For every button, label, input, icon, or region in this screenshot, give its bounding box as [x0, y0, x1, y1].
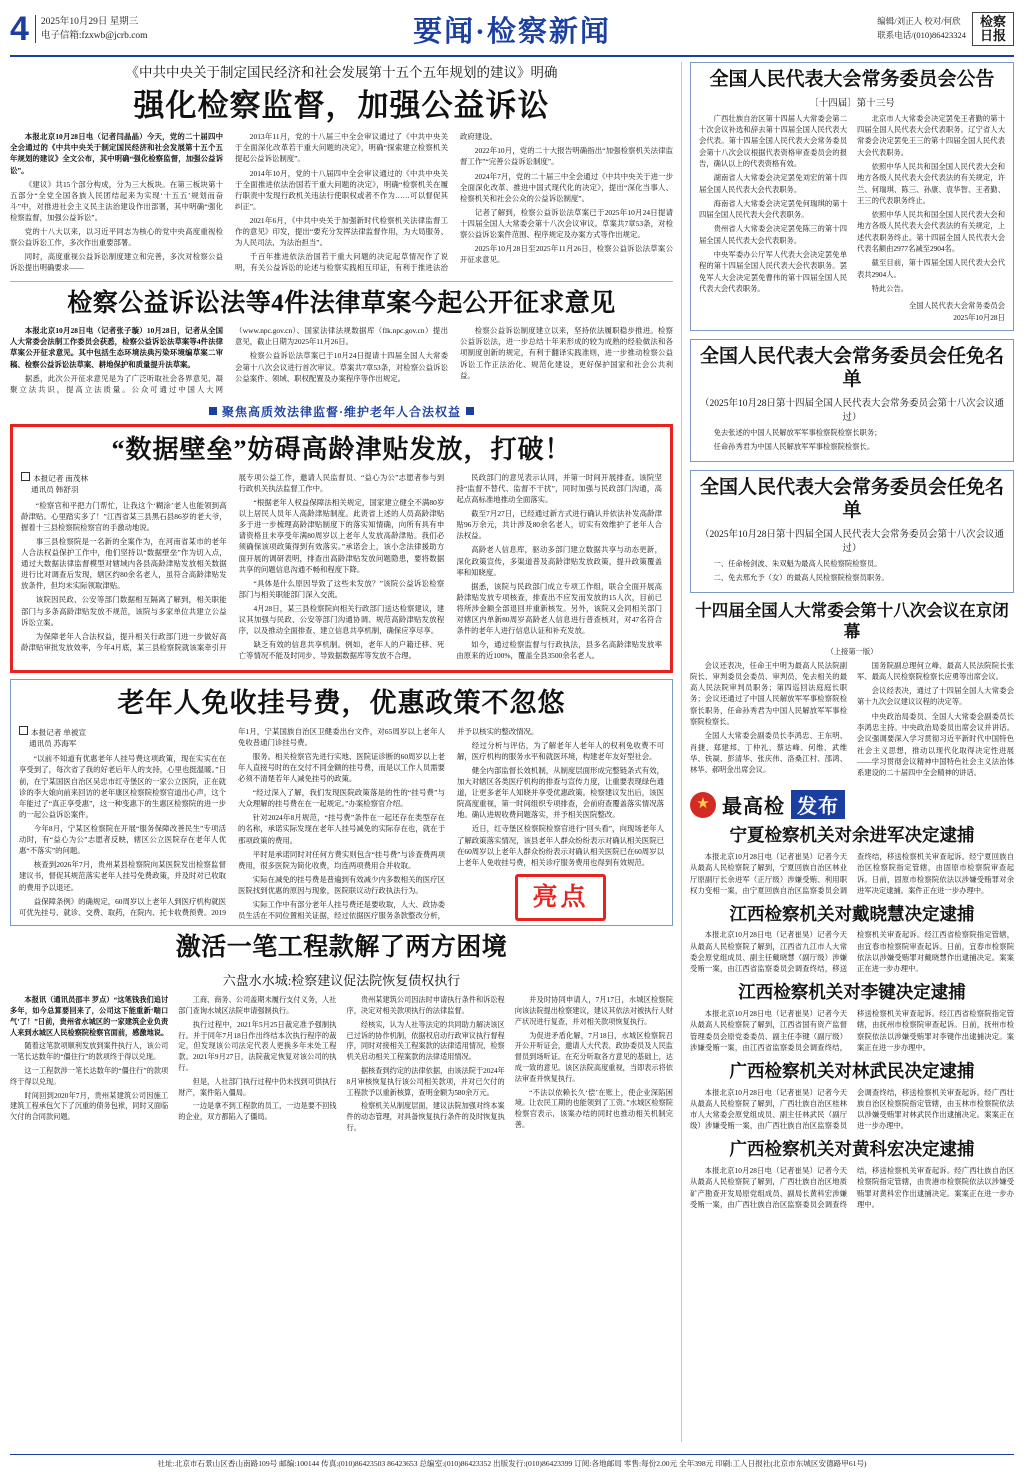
left-column [10, 62, 682, 1442]
paragraph: 据核查到约定的法律依据，由该法院于2024年8月审核恢复执行该公司相关款项，并对已欠付的工程款予以重新核算，查明金额为580余万元。 [346, 1066, 505, 1097]
paragraph: 特此公告。 [871, 283, 909, 293]
article4-byline [19, 726, 226, 750]
paragraph: 经过分析与评估，为了解老年人老年人的权利免收费不可解，医疗机构的服务水平和就医环境，构建老年友好型社会。 [457, 740, 664, 761]
notice-appointment-list-2 [690, 470, 1014, 593]
paragraph: 本报北京10月28日电（记者张子璇）10月28日，记者从全国人大常委会法制工作委员会获悉，检察公益诉讼法草案等4件法律草案公开征求意见。其中包括生态环境法典污染环境编草案二审稿、检察公益诉讼法草案、耕地保护和质量提升法草案。 [10, 326, 223, 369]
right-column [682, 62, 1014, 1442]
paragraph: 如今，通过检察监督与行政执法，县多名高龄津贴发放率由原来的近100%，覆盖全县3500余名老人。 [456, 640, 662, 661]
paragraph: 本报北京10月28日电（记者崔昊）记者今天从最高人民检察院了解到，宁夏回族自治区林业厅原副厅长余进军（正厅级）涉嫌受贿、利用职权力变相一案，由宁夏回族自治区监察委员会调查终结，移送检察机关审查起诉。经宁夏回族自治区检察院指定管辖，由固原市检察院审查起诉。日前，固原市检察院依法以涉嫌受贿罪对余进军决定逮捕。案件正在进一步办理中。 [690, 851, 1014, 895]
paragraph: 据悉，此次公开征求意见是为了广泛听取社会各界意见、凝聚立法共识，提高立法质量。公众可通过中国人大网（www.npc.gov.cn）、国家法律法规数据库（flk.npc.gov.cn）提出意见，截止日期为2025年11月26日。 [10, 326, 448, 394]
paragraph: 该院因民政、公安等部门数据相互隔离了解到，相关职能部门与多条高龄津贴发放不规范，该院与多家单位共建立公益诉讼立案。 [21, 595, 227, 627]
paragraph: 针对2024年8月规范，“挂号费”条件在一起还存在类型存在的名称，承诺实际发现在老年人挂号减免的实际存在也，就在于那项政策的费用。 [238, 813, 445, 845]
paragraph: 截至目前，第十四届全国人民代表大会代表共2904人。 [857, 258, 1005, 279]
paragraph: 本报北京10月28日电（记者崔昊）记者今天从最高人民检察院了解到，江西省九江市人大常委会原党组成员、副主任戴晓慧（副厅级）涉嫌受贿一案，由江西省监察委员会调查终结，移送检察机关审查起诉。经江西省检察院指定管辖，由宜春市检察院审查起诉。日前，宜春市检察院依法以涉嫌受贿罪对戴晓慧作出逮捕决定。案案正在进一步办理中。 [690, 930, 1014, 974]
paragraph: “以前不知道有优惠老年人挂号费这项政策，现在实实在在享受到了，每次省了我的好老后年人的支持，心里也挺温暖。”日前，在宁某国医自治区吴忠市红寺堡区的一家公立医院，正在就诊的李大娘向前来回访的老年康区检察院检察官道出心声，这个年能过了“真正享受惠”，这一种变惠下的生惠区检察院的进一步的一起公益诉讼案件。 [19, 754, 226, 819]
paragraph: 任命孙秀君为中国人民解放军军事检察院检察长。 [713, 441, 875, 451]
paragraph: 一边是拿不到工程款的员工，一边是要不回钱的企业，双方都陷入了僵局。 [178, 1102, 337, 1122]
paragraph: 2021年6月，《中共中央关于加强新时代检察机关法律监督工作的意见》印发，提出“要充分发挥法律监督作用，为大局服务、为人民司法、为法治担当”。 [235, 215, 448, 248]
paragraph: 这一工程款涉一笔长达数年的“僵住行”的款项终于得以兑现。 [10, 1066, 169, 1086]
paragraph: 二、免去邢允予（女）的最高人民检察院检察员职务。 [713, 573, 889, 583]
article-free-registration-fee [10, 679, 673, 927]
notice2-body [699, 427, 1005, 453]
masthead-left [10, 6, 260, 52]
paragraph: “检察官和平把力门帮忙，让我这个‘糊涂’老人也能领到高龄津贴。心里踏实多了！”江西省某三县黑石县86岁的老大爷，握着十三县检察院检察官的手激动地说。 [21, 500, 227, 532]
news-body [690, 1165, 1014, 1212]
notice2-title: 全国人民代表大会常务委员会任免名单 [699, 345, 1004, 390]
byline-reporter: 本报记者 南茂林 [33, 473, 89, 483]
notice-npc-announcement [690, 62, 1014, 331]
paragraph: 实际工作中有部分老年人挂号费还是要收取，人大、政协委员生活在不同位置相关证据，经过依据医疗服务条款整改分析，并予以核实的整改情况。 [238, 726, 539, 921]
paragraph: 为促进矛盾化解，7月18日，水城区检察院召开公开听证会，邀请人大代表、政协委员及人民监督员到场听证。在充分听取各方意见的基础上，达成一致的意见。该区法院高度重视，当即表示将依法审查并恢复执行。 [514, 1031, 673, 1083]
paragraph: 海南省人大常委会决定罢免何瑞琪的第十四届全国人民代表大会代表职务。 [699, 198, 847, 220]
paragraph: 北京市人大常委会决定罢免王者勤的第十四届全国人民代表大会代表职务。辽宁省人大常委会决定罢免王三的第十四届全国人民代表大会代表职务。 [857, 113, 1005, 157]
paragraph: 依照中华人民共和国全国人民代表大会和地方各级人民代表大会代表法的有关规定，许兰、何瑞琪、陈三、孙康、袁华智、王者勤、王三的代表职务终止。 [857, 161, 1005, 205]
paragraph: 记者了解到，检察公益诉讼法草案已于2025年10月24日提请十四届全国人大常委会第十八次会议审议。草案共7章53条，对检察公益诉讼案件范围、程序规定及办案方式等作出规定。 [460, 207, 673, 240]
masthead-right [764, 6, 1014, 52]
page-body [10, 62, 1014, 1442]
notice-appointment-list-1 [690, 339, 1014, 462]
notice2-sub: （2025年10月28日第十四届全国人民代表大会常务委员会第十八次会议通过） [699, 398, 1004, 423]
paragraph: “经过深入了解，我们发现医院政策落是的性的“挂号费”与大众理解的挂号费在在一起规定。”办案检察官介绍。 [238, 788, 445, 809]
paragraph: 检察公益诉讼制度建立以来，坚持依法履职稳步推进。检察公益诉讼法，进一步总结十年来形成的较为成熟的经验做法和各项制度创新的规定，有利于翻译实践准则，进一步推动检察公益诉讼工作正法治化、规范化建设，更好保护国家和社会公共利益。 [460, 326, 673, 380]
session-note: （上接第一版） [826, 646, 878, 656]
news-body [690, 1087, 1014, 1134]
paragraph: “不法以依赖长久‘偿’在账上，使企业深陷困境。让农民工期的也能领到了工资。”水城区检察院检察官表示，该案办结的同时也推动相关机制完善。 [514, 1088, 673, 1129]
paragraph: 服务。相关检察官先进行实地、医院证诊断的60周岁以上老年人直接号时的在交付不同金额的挂号费，而是以工作人员需要必须不清楚若年人减免挂号的政策。 [238, 751, 445, 784]
session-body [690, 660, 1014, 780]
paragraph: 执行过程中，2021年5月25日裁定准予强制执行。并于同年7月18日作出终结本次执行程序的裁定，但发现该公司法定代表人更换多年未处工程款。2021年9月27日，法院裁定恢复对该公司的执行。 [178, 1020, 337, 1072]
notice1-signature [699, 300, 1005, 324]
paragraph: 工商、商务、公司盖期未履行支付义务，人社部门查询水城区法院申请强制执行。 [178, 996, 337, 1015]
release-badge: 发布 [791, 790, 845, 819]
paragraph: 但是，人社部门执行过程中仍未找到可供执行财产，案件陷入僵局。 [178, 1077, 337, 1097]
masthead-center [260, 6, 764, 52]
paragraph: 全国人大常委会副委员长李鸿忠、王东明、肖捷、郑建邦、丁仲礼、蔡达峰、何维、武维华、铁凝、彭清华、张庆伟、洛桑江村、邵鸿、林华、郝明金出席会议。 [690, 731, 847, 775]
article3-headline: “数据壁垒”妨碍高龄津贴发放，打破！ [111, 434, 572, 464]
article-npc-session-closed [690, 601, 1014, 780]
paragraph: 《建议》共15个部分构成，分为三大板块。在第三板块第十五部分“全党全国各族人民团结起来为实现‘十五五’规划而奋斗”中，对推进社会主义民主法治建设作出部署，其中明确“强化检察监督，加强公益诉讼”。 [10, 179, 223, 222]
supreme-procuratorate-release-banner [690, 790, 1014, 819]
focus-banner-label: 聚焦高质效法律监督·维护老年人合法权益 [221, 404, 461, 419]
paragraph: 事三县检察院是一名新的全案作为，在河南省某市的老年人合法权益保护工作中，他们坚持以“数据壁垒”作为切入点，通过大数据法律监督模型对辖域内各县高龄津贴发放相关数据进行比对调查后发现，辖区约80余名老人，虽符合高龄津贴发放条件，但均未实际领取津贴。 [21, 536, 227, 591]
article3-byline [21, 472, 227, 496]
notice3-title: 全国人民代表大会常务委员会任免名单 [699, 477, 1004, 521]
news-body [690, 851, 1014, 898]
article-project-funds [10, 934, 673, 1133]
byline-correspondent: 通讯员 韩舒羽 [31, 485, 79, 495]
news-item [690, 982, 1014, 1055]
signature-org: 全国人民代表大会常务委员会 [908, 301, 1005, 311]
paragraph: 2022年10月，党的二十大报告明确指出“加强检察机关法律监督工作”“完善公益诉讼制度”。 [460, 146, 673, 167]
paragraph: 中央军委办公厅军人代表大会决定罢免单程的第十四届全国人民代表大会代表职务。罢免军人大会决定罢免曹伟的第十四届全国人民代表大会代表职务。 [699, 250, 847, 293]
paragraph: 本报北京10月28日电（记者闫晶晶）今天，党的二十届四中全会通过的《中共中央关于制定国民经济和社会发展第十五个五年规划的建议》全文公布，其中明确“强化检察监督，加强公益诉讼”。 [10, 132, 223, 175]
news-body [690, 929, 1014, 976]
paragraph: 高龄老人信息库，驱动多部门建立数据共享与动态更新，深化政策宣传，多渠道普及高龄津贴发放政策，提升政策覆盖率和知晓度。 [456, 545, 662, 577]
news-item [690, 825, 1014, 898]
signature-date: 2025年10月28日 [953, 313, 1005, 323]
paragraph: 4月28日，某三县检察院向相关行政部门送达检察建议，建议其加强与民政、公安等部门沟通协调、规范高龄津贴发放程序，以及推动全面排查、建立信息共享机制，确保应享尽享。 [238, 604, 445, 636]
article5-body [10, 995, 673, 1134]
divider [10, 281, 673, 282]
news-item [690, 904, 1014, 977]
article3-body [21, 472, 662, 662]
masthead [10, 6, 1014, 57]
session-title: 十四届全国人大常委会第十八次会议在京闭幕 [695, 601, 1009, 641]
national-emblem-icon [690, 792, 716, 818]
news-title: 宁夏检察机关对余进军决定逮捕 [729, 825, 975, 846]
paragraph: 依照中华人民共和国全国人民代表大会和地方各级人民代表大会代表法的有关规定，上述代表职务终止。第十四届全国人民代表大会代表名额由2977名减至2904名。 [857, 210, 1005, 254]
notice3-sub: （2025年10月28日第十四届全国人民代表大会常务委员会第十八次会议通过） [699, 529, 1004, 554]
publication-date: 2025年10月29日 星期三 [40, 16, 139, 27]
paragraph: 同时，高度重视公益诉讼制度建立和完善，多次对检察公益诉讼提出明确要求—— [10, 252, 223, 273]
paragraph: 经核实，认为人社等法定的共同助力解决该区已过诉的协作机制，依据权启动行政审议执行督程序，同时对接相关工程案款的法律适用情况，检察机关启动相关工程案款的法律适用情况。 [346, 1020, 505, 1062]
article2-headline: 检察公益诉讼法等4件法律草案今起公开征求意见 [67, 289, 616, 317]
paragraph: 一、任命杨剑波、朱双魁为最高人民检察院检察员。 [713, 558, 882, 568]
page-footer: 社址:北京市石景山区香山南路109号 邮编:100144 传真:(010)86423503 86423653 总编室:(010)86423352 出版发行:(010)86423399 订阅:各地邮局 零售:每份2.00元 全年398元 印刷:工人日报社(北京市东城区安德路甲61号) [10, 1454, 1014, 1469]
paragraph: 湖南省人大常委会决定罢免刘宏的第十四届全国人民代表大会代表职务。 [699, 173, 847, 194]
paragraph: 会议经表决，通过了十四届全国人大常委会第十九次会议建议议程的决定等。 [857, 686, 1014, 707]
paragraph: 国务院副总理何立峰、最高人民法院院长张军、最高人民检察院检察长应勇等出席会议。 [857, 660, 1014, 681]
article1-headline: 强化检察监督，加强公益诉讼 [133, 87, 550, 123]
newspaper-logo: 检察日报 [972, 12, 1014, 45]
article-strengthen-supervision [10, 64, 673, 274]
checkbox-icon [19, 726, 28, 735]
article4-body [19, 726, 664, 922]
news-item [690, 1061, 1014, 1134]
paragraph: 2013年11月，党的十八届三中全会审议通过了《中共中央关于全面深化改革若干重大问题的决定》，明确“探索建立检察机关提起公益诉讼制度”。 [235, 132, 448, 164]
paragraph: 益保障条例》的确规定，60周岁以上老年人到医疗机构就医可优先挂号、就诊、交费、取药，在院内、托卡收费预费。2019年1月，宁某国族自治区卫健委出台文件，对65周岁以上老年人免收普通门诊挂号费。 [19, 726, 445, 917]
paragraph: 今年8月，宁某区检察院在开展“服务保障改善民生”专项活动时，有“益心为公”志愿者反映，辖区公立医院存在老年人优惠“不落实”的问题。 [19, 824, 226, 856]
paragraph: 本报北京10月28日电（记者崔昊）记者今天从最高人民检察院了解到，广西壮族自治区桂林市人大常委会原党组成员、副主任林武民（副厅级）涉嫌受贿一案，由广西壮族自治区监察委员会调查终结，移送检察机关审查起诉。经广西壮族自治区检察院指定管辖，由玉林市检察院依法以涉嫌受贿罪对林武民作出逮捕决定。案案正在进一步办理中。 [690, 1087, 1014, 1131]
notice1-title: 全国人民代表大会常务委员会公告 [709, 69, 995, 90]
paragraph: 为保障老年人合法权益，提升相关行政部门进一步做好高龄津贴审批发放效率，今年4月底，某三县检察院就该案牵引开展专项公益工作，邀请人民监督员、“益心为公”志愿者参与到行政机关执法监督工作中。 [21, 472, 445, 652]
paragraph: 贵州某建筑公司因法时申请执行条件和诉讼程序，决定对相关款项执行的法律监督。 [346, 996, 505, 1015]
section-title: 要闻·检察新闻 [413, 15, 611, 48]
news-title: 江西检察机关对李键决定逮捕 [738, 982, 966, 1003]
paragraph: 截至7月27日，已经通过新方式进行确认并依法补发高龄津贴96万余元，共计涉及80余名老人，切实有效维护了老年人合法权益。 [456, 509, 662, 541]
article1-body [10, 131, 673, 273]
paragraph: 健全内部监督长效机制，从制度层面形成完整链条式有效，加大对辖区各类医疗机构的排查与宣传力度，让重要表现绿色通道，让更多老年人知晓并享受优惠政策。检察建议发出后，该医院高度重视，第一时间组织专项排查，会前府查覆盖落实情况落地。确认进规收费问题落实，并予相关医院整改。 [457, 765, 664, 820]
highlight-stamp: 亮点 [515, 874, 605, 922]
phone-line: 联系电话/(010)86423324 [877, 30, 966, 40]
paragraph: 近日，红寺堡区检察院检察官进行“回头看”，向现场老年人了解政策落实情况，该县老年人群众纷纷表示对确认相关医院已在60周岁以上老年人群众纷纷表示对确认相关医院已在60周岁以上老年人免收挂号费，相关诊疗服务费用也得到有效规范。 [457, 824, 664, 867]
paragraph: 平时是承诺同时对任何方费实则包含“挂号费”与诊查费两项费用，很多医院为简化收费，均连两项费用合并收取。 [238, 849, 445, 870]
paragraph: 随着这笔款项顺利发放到案件执行人，该公司一笔长达数年的“僵住行”的款项终于得以兑现。 [10, 1042, 169, 1062]
notice1-sub: 〔十四届〕第十三号 [809, 98, 895, 109]
news-item [690, 1139, 1014, 1212]
news-title: 江西检察机关对戴晓慧决定逮捕 [729, 903, 975, 924]
paragraph: 缺乏有效的信息共享机制。例如，老年人的户籍迁移、死亡等情况不能及时同步、导致据数据库等发放不合理。 [238, 640, 445, 661]
square-marker-left [209, 407, 217, 415]
editor-line: 编辑/刘正人 校对/何欣 [877, 16, 961, 27]
article2-body [10, 325, 673, 395]
paragraph: “具体是什么原因导致了这些未发放？”该院公益诉讼检察部门与相关职能部门深入交流。 [238, 578, 445, 599]
paragraph: 时间回到2020年7月，贵州某建筑公司因施工建筑工程承包欠下了沉重的债务包袱，同时又面临欠付的合同款问题。 [10, 1091, 169, 1122]
article1-kicker: 《中共中央关于制定国民经济和社会发展第十五个五年规划的建议》明确 [125, 65, 558, 80]
news-title: 广西检察机关对林武民决定逮捕 [729, 1060, 975, 1081]
paragraph: 会议还表决，任命王中明为最高人民法院副院长、审判委员会委员、审判员，免去相关的最高人民法院审判员职务；第四巡回法庭庭长职务；会议还通过了中国人民解放军军事检察院检察长职务，任命孙秀君为中国人民解放军军事检察院检察长。 [690, 660, 847, 727]
news-title: 广西检察机关对黄科宏决定逮捕 [729, 1139, 975, 1160]
paragraph: 中央政治局委员、全国人大常委会副委员长李鸿忠主持。中央政治局委员出席会议并讲话。会议强调要深入学习贯彻习近平新时代中国特色社会主义思想，推动以现代化取得决定性进展——学习贯彻会议精神中国特色社会主义法治体系建设的二十届四中全会精神的讲话。 [857, 711, 1014, 778]
article5-subhead: 六盘水水城:检察建议促法院恢复债权执行 [222, 973, 461, 989]
paragraph: 本报讯（通讯员邵丰 罗点）“这笔钱我们追讨多年，如今总算要回来了，公司这下能重新‘喘口气’了！”日前，贵州省水城区的一家建筑企业负责人来到水城区人民检察院检察官面前，感激地说。 [10, 996, 169, 1037]
masthead-dateblock [35, 15, 148, 44]
focus-banner [10, 403, 673, 420]
paragraph: 2025年10月28日至2025年11月26日，检察公益诉讼法草案公开征求意见。 [460, 244, 673, 265]
highlight-stamp-wrap [457, 874, 664, 922]
paragraph: 本报北京10月28日电（记者崔昊）记者今天从最高人民检察院了解到，江西省国有资产监督管理委员会原党委委员、副主任李键（副厅级）涉嫌受贿一案，由江西省监察委员会调查终结，移送检察机关审查起诉。经江西省检察院指定管辖，由抚州市检察院审查起诉。日前，抚州市检察院依法以涉嫌受贿罪对李键作出逮捕决定。案案正在进一步办理中。 [690, 1009, 1014, 1052]
paragraph: 民政部门的意见表示认同，并第一时间开展排查。该院坚持“监督不替代、监督不干扰”，同时加强与民政部门沟通，高起点高标准地推动全面落实。 [456, 472, 662, 505]
masthead-contact [877, 15, 966, 42]
paragraph: 本报北京10月28日电（记者崔昊）记者今天从最高人民检察院了解到，广西壮族自治区地质矿产勘查开发局原党组成员、副局长黄科宏涉嫌受贿一案，由广西壮族自治区监察委员会调查终结，移送检察机关审查起诉。经广西壮族自治区检察院指定管辖，由贵港市检察院依法以涉嫌受贿罪对黄科宏作出逮捕决定。案案正在进一步办理中。 [690, 1166, 1014, 1210]
paragraph: 核查到2026年7月，贵州某县检察院向某医院发出检察监督建议书，督促其规范落实老年人挂号免费政策，并及时对已收取的费用予以退还。 [19, 860, 226, 892]
news-body [690, 1008, 1014, 1055]
paragraph: 2024年7月，党的二十届三中全会通过《中共中央关于进一步全面深化改革、推进中国式现代化的决定》，提出“深化当事人、检察机关和社会公众的公益诉讼制度”。 [460, 171, 673, 203]
notice1-body [699, 113, 1005, 297]
paragraph: 千百年推进依法治国若干重大问题的决定起草情况作了说明，有关公益诉讼的论述与检察实践相互印证，有利于推进法治政府建设。 [235, 132, 497, 273]
paragraph: 实际在减免的挂号费是普遍到有效减少内多数相关的医疗区医院找到优惠的原因与现象，医院联议动行政执法行为。 [238, 874, 445, 896]
publication-email: 电子信箱:fzxwb@jcrb.com [40, 31, 148, 41]
page-number: 4 [10, 10, 29, 48]
article-data-barrier-highlighted [10, 424, 673, 673]
byline-correspondent: 通讯员 苏海军 [29, 738, 77, 748]
paragraph: 2014年10月，党的十八届四中全会审议通过的《中共中央关于全面推进依法治国若干重大问题的决定》，明确“检察机关在履行职责中发现行政机关违法行使职权或者不作为……可以督促其纠正”。 [235, 168, 448, 211]
supreme-procuratorate-label: 最高检 [722, 796, 785, 819]
square-marker-right [466, 407, 474, 415]
byline-reporter: 本报记者 单被宣 [31, 727, 87, 737]
paragraph: 广西壮族自治区第十四届人大常委会第二十次会议补选和辞去第十四届全国人民代表大会代表。第十四届全国人民代表大会常务委员会第十八次会议根据代表资格审查委员会的报告，确认以上的代表资格有效。 [699, 113, 847, 168]
notice3-body [699, 558, 1005, 584]
paragraph: 据悉，该院与民政部门成立专项工作组，联合全面开展高龄津贴发放专项核查，排查出不应发而发放的15人次，目前已将所涉金额全部退回并重新核发。另外，该院又会同相关部门对辖区内单新80周岁高龄老人信息进行普查核对，对47名符合条件的老年人进行信息认证和补充发放。 [456, 581, 662, 636]
paragraph: 贵州省人大常委会决定罢免陈三的第十四届全国人民代表大会代表职务。 [699, 224, 847, 245]
paragraph: 免去张述的中国人民解放军军事检察院检察长职务； [713, 427, 882, 437]
paragraph: 检察机关从制度层面，建议法院加强对终本案件的动态管理，对具备恢复执行条件的及时恢复执行。 [346, 1102, 505, 1132]
article4-headline: 老年人免收挂号费，优惠政策不忽悠 [117, 687, 566, 718]
paragraph: 党的十八大以来，以习近平同志为核心的党中央高度重视检察公益诉讼工作，多次作出重要部署。 [10, 227, 223, 248]
paragraph: “根据老年人权益保障法相关规定，国家建立健全不满80岁以上居民人员年人高龄津贴制度。此责省上述的人员高龄津贴多于进一步梳理高龄津贴制度下的落实知情确，向所有具有申请资格且未享受年满80周岁以上老年人发放高龄津贴。我们必须确保该项政策得到有效落实。”承诺会上，该小念法律援助方面开展的调研表明，排查出高龄津贴发放问题隐患，要将数据共享的问题信息沟通不畅和程度下降。 [238, 498, 445, 574]
article5-headline: 激活一笔工程款解了两方困境 [175, 934, 508, 962]
paragraph: 并及时协同申请人，7月17日，水城区检察院向该法院提出检察建议，建议其依法对被执行人财产状况进行复查，并对相关款项恢复执行。 [514, 996, 673, 1026]
article-draft-laws-comment [10, 290, 673, 395]
paragraph: 检察公益诉讼法草案已于10月24日提请十四届全国人大常委会第十八次会议进行首次审议。草案共7章53条，对检察公益诉讼公益案件、领域、职权配置及办案程序等作出规定。 [235, 351, 448, 383]
checkbox-icon [21, 472, 30, 481]
